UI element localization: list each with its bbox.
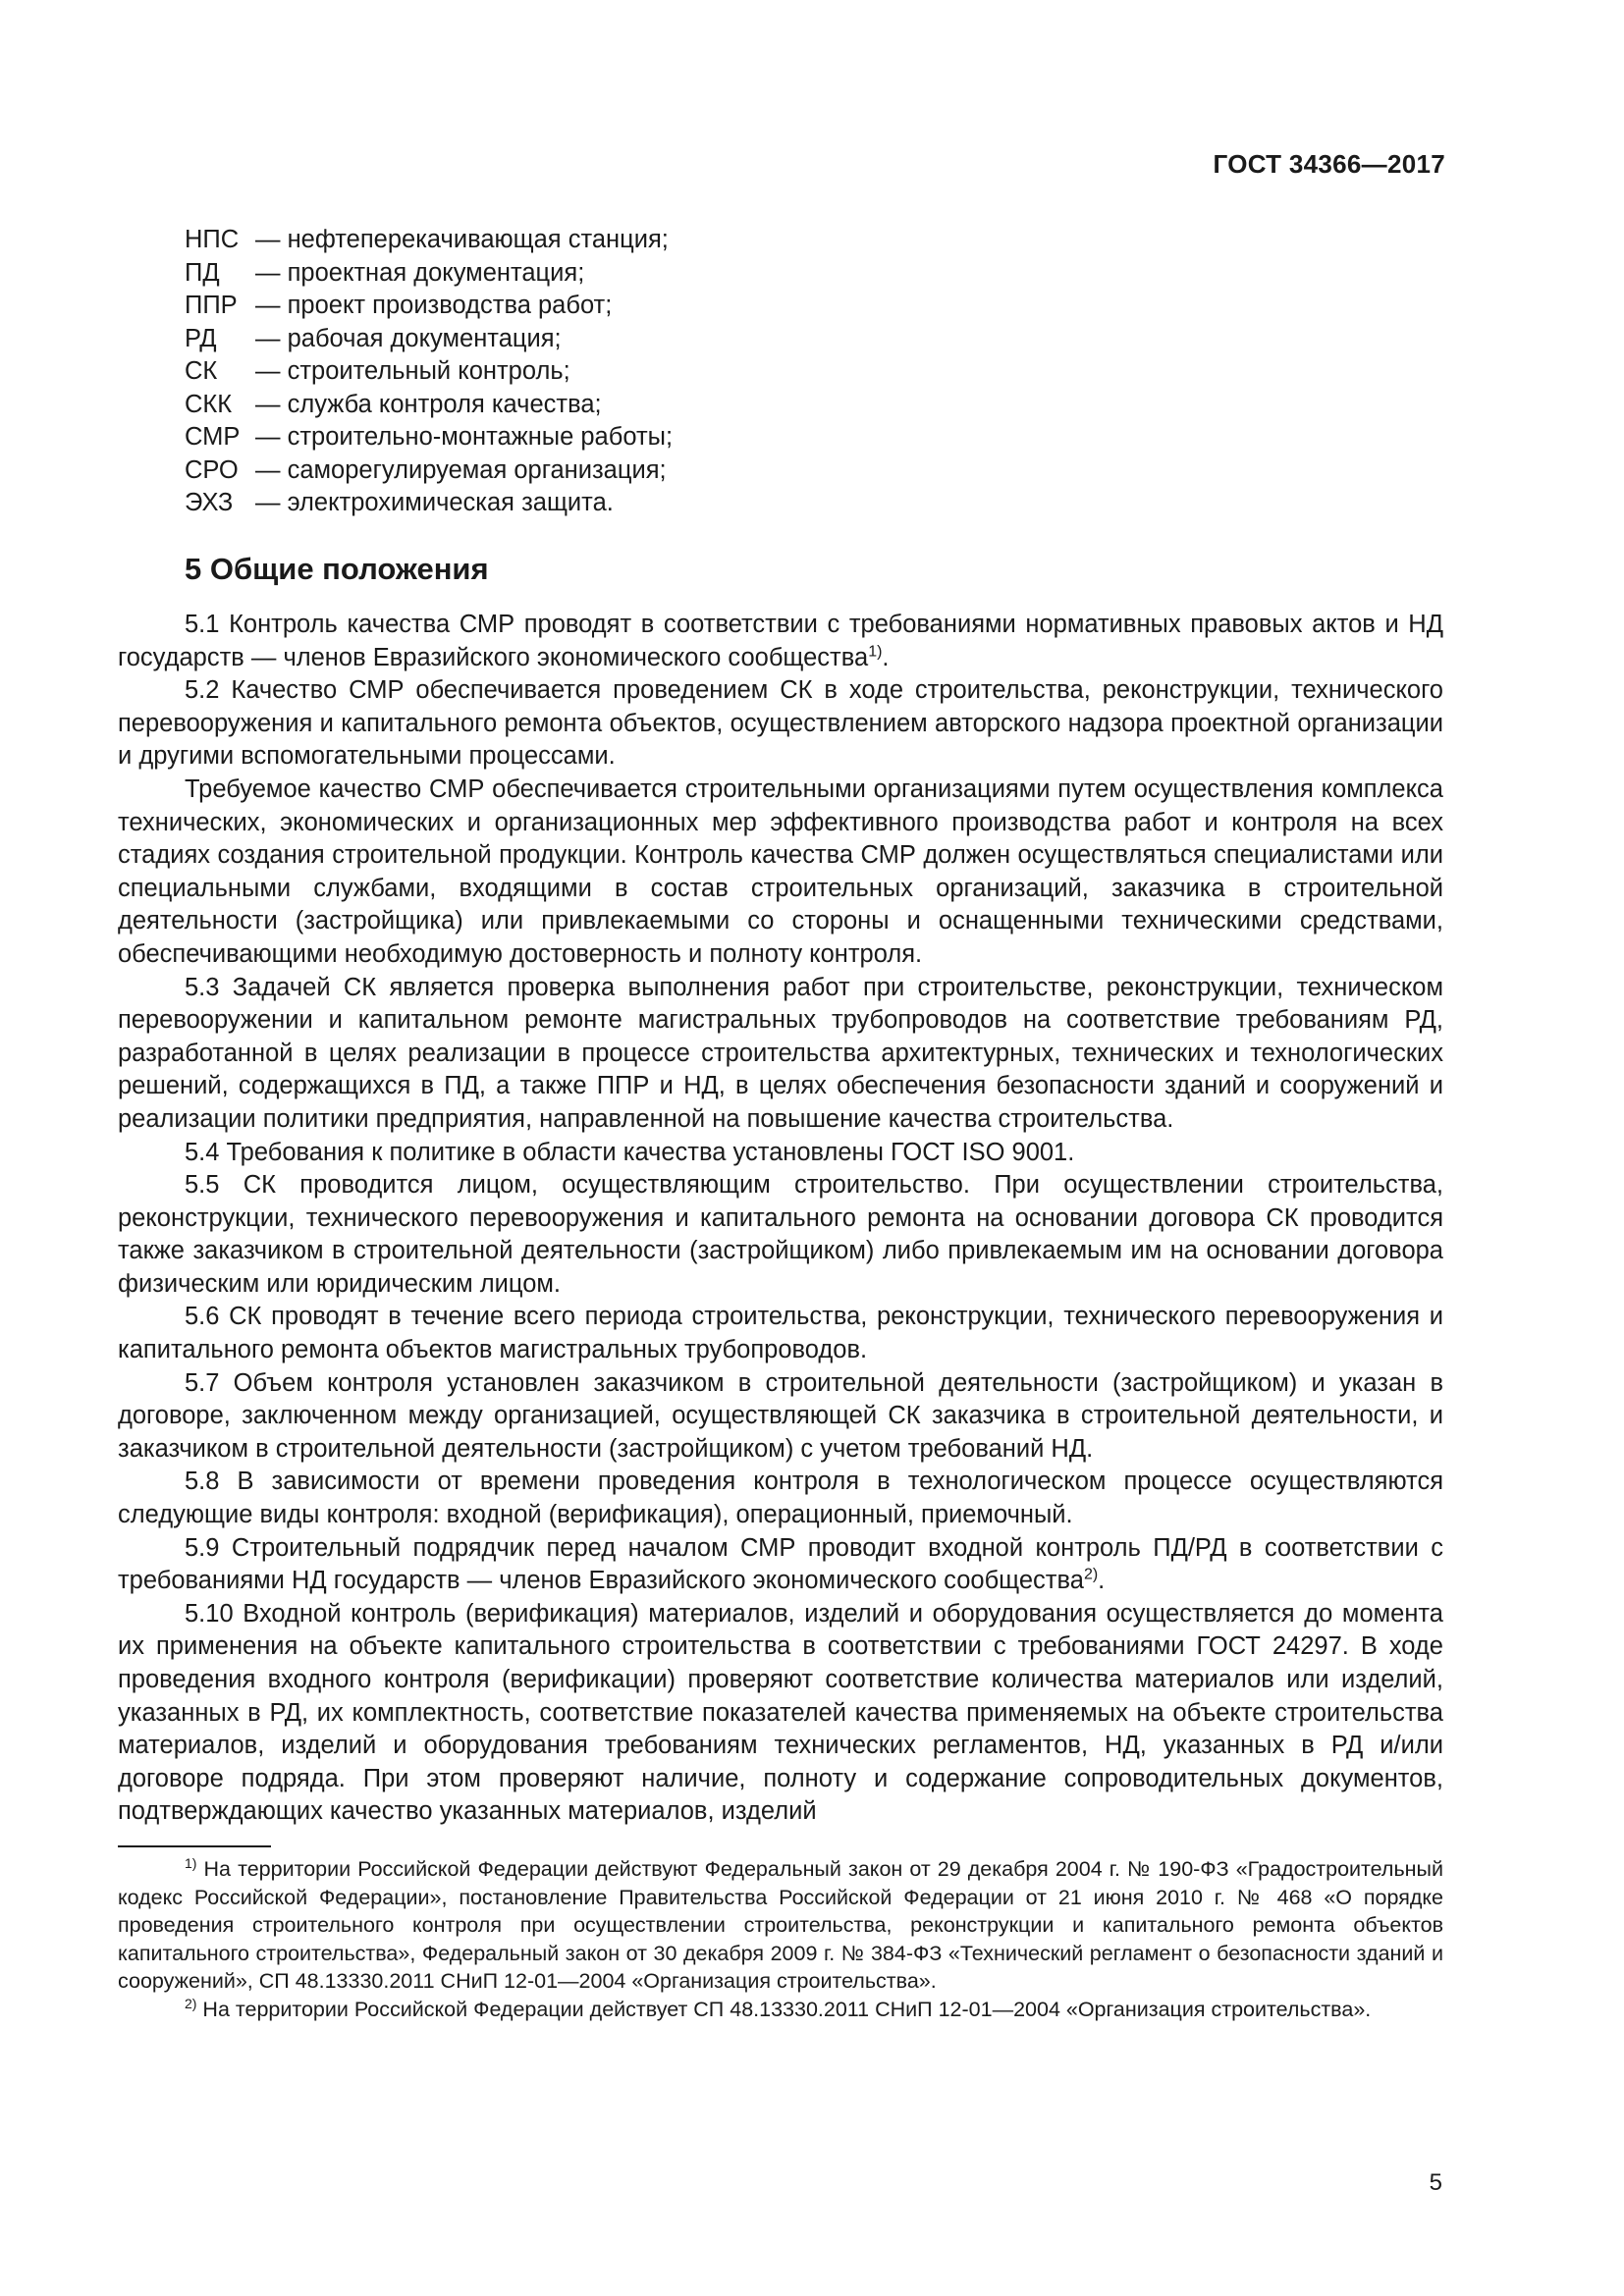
paragraph-text: 5.9 Строительный подрядчик перед началом СМР проводит входной контроль ПД/РД в соответствии с требованиями НД государств — членов Евразийского экономического сообщества [118, 1533, 1443, 1595]
abbreviation-term: ЭХЗ [185, 489, 234, 516]
abbreviation-item [185, 290, 1451, 323]
abbreviations-list [185, 224, 1451, 520]
section-heading: 5 Общие положения [185, 552, 489, 586]
abbreviation-item [185, 421, 1451, 454]
abbreviation-definition: — проектная документация; [255, 258, 585, 287]
footnote-text: На территории Российской Федерации действуют Федеральный закон от 29 декабря 2004 г. № 190-ФЗ «Градостроительный кодекс Российской Федерации», постановление Правительства Российской Федерации от 21 июня 2010 г. № 468 «О порядке проведения строительного контроля при осуществлении строительства, реконструкции и капитального ремонта объектов капитального строительства», Федеральный закон от 30 декабря 2009 г. № 384-ФЗ «Технический регламент о безопасности зданий и сооружений», СП 48.13330.2011 СНиП 12-01—2004 «Организация строительства». [118, 1857, 1443, 1993]
abbreviation-definition: — нефтеперекачивающая станция; [255, 226, 669, 253]
footnote-marker: 1) [185, 1854, 197, 1871]
section-body [118, 609, 1443, 1829]
document-designation: ГОСТ 34366—2017 [1213, 149, 1445, 179]
abbreviation-term: СМР [185, 423, 241, 451]
abbreviation-item [185, 389, 1451, 422]
paragraph-5-6: 5.6 СК проводят в течение всего периода строительства, реконструкции, технического перевооружения и капитального ремонта объектов магистральных трубопроводов. [118, 1303, 1443, 1364]
abbreviation-definition: — строительный контроль; [255, 357, 570, 385]
abbreviation-item [185, 487, 1451, 520]
abbreviation-definition: — строительно-монтажные работы; [255, 423, 674, 451]
footnote-2 [118, 1996, 1443, 2024]
abbreviation-term: СК [185, 357, 218, 385]
abbreviation-term: РД [185, 324, 217, 352]
abbreviation-item [185, 224, 1451, 257]
abbreviation-term: СКК [185, 390, 233, 418]
abbreviation-item [185, 323, 1451, 356]
paragraph-5-1 [118, 609, 1443, 674]
paragraph-text: 5.1 Контроль качества СМР проводят в соответствии с требованиями нормативных правовых актов и НД государств — членов Евразийского экономического сообщества [118, 611, 1443, 671]
abbreviation-item [185, 257, 1451, 291]
paragraph-end: . [1098, 1567, 1106, 1595]
abbreviation-item [185, 355, 1451, 389]
paragraph-5-4: 5.4 Требования к политике в области качества установлены ГОСТ ISO 9001. [185, 1138, 1075, 1166]
footnote-separator [118, 1845, 271, 1847]
footnote-text: На территории Российской Федерации действует СП 48.13330.2011 СНиП 12-01—2004 «Организация строительства». [196, 1997, 1372, 2021]
paragraph-5-9 [118, 1532, 1443, 1598]
paragraph-5-7: 5.7 Объем контроля установлен заказчиком в строительной деятельности (застройщиком) и указан в договоре, заключенном между организацией, осуществляющей СК заказчика в строительной деятельности, и заказчиком в строительной деятельности (застройщиком) с учетом требований НД. [118, 1368, 1443, 1463]
paragraph-5-10: 5.10 Входной контроль (верификация) материалов, изделий и оборудования осуществляется до момента их применения на объекте капитального строительства в соответствии с требованиями ГОСТ 24297. В ходе проведения входного контроля (верификации) проверяют соответствие количества материалов или изделий, указанных в РД, их комплектность, соответствие показателей качества применяемых на объекте строительства материалов, изделий и оборудования требованиям технических регламентов, НД, указанных в РД и/или договоре подряда. При этом проверяют наличие, полноту и содержание сопроводительных документов, подтверждающих качество указанных материалов, изделий [118, 1599, 1443, 1826]
page-number: 5 [1429, 2169, 1442, 2196]
footnote-ref: 1) [868, 643, 883, 661]
footnote-ref: 2) [1083, 1566, 1099, 1583]
abbreviation-definition: — электрохимическая защита. [255, 489, 614, 516]
abbreviation-definition: — служба контроля качества; [255, 390, 602, 418]
paragraph-5-8: 5.8 В зависимости от времени проведения контроля в технологическом процессе осуществляются следующие виды контроля: входной (верификация), операционный, приемочный. [118, 1468, 1443, 1529]
footnotes [118, 1855, 1443, 2023]
abbreviation-definition: — проект производства работ; [255, 292, 613, 319]
abbreviation-definition: — рабочая документация; [255, 324, 562, 352]
paragraph-5-3: 5.3 Задачей СК является проверка выполнения работ при строительстве, реконструкции, техническом перевооружении и капитальном ремонте магистральных трубопроводов на соответствие требованиям РД, разработанной в целях реализации в процессе строительства архитектурных, технических и технологических решений, содержащихся в ПД, а также ППР и НД, в целях обеспечения безопасности зданий и сооружений и реализации политики предприятия, направленной на повышение качества строительства. [118, 973, 1443, 1133]
paragraph-5-5: 5.5 СК проводится лицом, осуществляющим строительство. При осуществлении строительства, реконструкции, технического перевооружения и капитального ремонта на основании договора СК проводится также заказчиком в строительной деятельности (застройщиком) либо привлекаемым им на основании договора физическим или юридическим лицом. [118, 1171, 1443, 1298]
footnote-1 [118, 1855, 1443, 1996]
paragraph-end: . [882, 643, 890, 671]
paragraph-5-2: 5.2 Качество СМР обеспечивается проведением СК в ходе строительства, реконструкции, технического перевооружения и капитального ремонта объектов, осуществлением авторского надзора проектной организации и другими вспомогательными процессами. [118, 676, 1443, 771]
footnote-marker: 2) [185, 1995, 197, 2011]
abbreviation-term: ПД [185, 258, 220, 287]
abbreviation-term: НПС [185, 226, 240, 253]
abbreviation-item [185, 454, 1451, 488]
paragraph-5-2-continued: Требуемое качество СМР обеспечивается строительными организациями путем осуществления комплекса технических, экономических и организационных мер эффективного производства работ и контроля на всех стадиях создания строительной продукции. Контроль качества СМР должен осуществляться специалистами или специальными службами, входящими в состав строительных организаций, заказчика в строительной деятельности (застройщика) или привлекаемыми со стороны и оснащенными техническими средствами, обеспечивающими необходимую достоверность и полноту контроля. [118, 774, 1443, 968]
abbreviation-term: СРО [185, 455, 239, 484]
abbreviation-definition: — саморегулируемая организация; [255, 455, 667, 484]
abbreviation-term: ППР [185, 292, 238, 319]
